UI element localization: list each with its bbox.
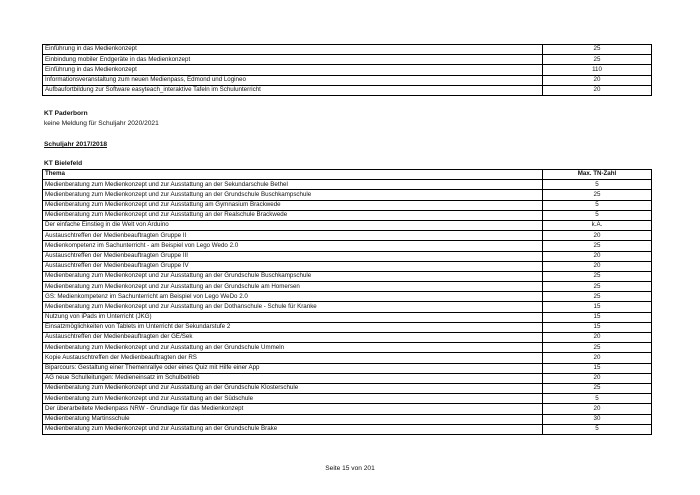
cell-max-tn: 20 <box>543 231 652 241</box>
cell-max-tn: 20 <box>543 333 652 343</box>
table-row <box>43 45 652 55</box>
table-row <box>43 241 652 251</box>
table-row <box>43 180 652 190</box>
cell-thema: Medienberatung zum Medienkonzept und zur Ausstattung an der Grundschule am Homersen <box>43 282 543 292</box>
table-row <box>43 394 652 404</box>
cell-thema: Einführung in das Medienkonzept <box>43 45 543 55</box>
cell-thema: Aufbaufortbildung zur Software easyteach_interaktive Tafeln im Schulunterricht <box>43 85 543 95</box>
header-max-tn: Max. TN-Zahl <box>543 170 652 180</box>
cell-max-tn: 20 <box>543 373 652 383</box>
cell-thema: Medienberatung zum Medienkonzept und zur Ausstattung an der Sekundarschule Bethel <box>43 180 543 190</box>
table-row <box>43 65 652 75</box>
cell-max-tn: k.A. <box>543 220 652 230</box>
table-row <box>43 322 652 332</box>
cell-max-tn: 20 <box>543 85 652 95</box>
cell-thema: GS: Medienkompetenz im Sachunterricht am Beispiel von Lego WeDo 2.0 <box>43 292 543 302</box>
cell-max-tn: 15 <box>543 302 652 312</box>
cell-thema: Biparcours: Gestaltung einer Themenrallye oder eines Quiz mit Hilfe einer App <box>43 363 543 373</box>
table-row <box>43 190 652 200</box>
heading-kt-paderborn: KT Paderborn <box>44 110 88 117</box>
cell-max-tn: 25 <box>543 190 652 200</box>
cell-thema: Medienberatung zum Medienkonzept und zur Ausstattung an der Dothanschule - Schule für Kranke <box>43 302 543 312</box>
table-row <box>43 302 652 312</box>
page-footer: Seite 15 von 201 <box>325 465 375 472</box>
cell-max-tn: 25 <box>543 271 652 281</box>
cell-thema: Medienberatung Martinsschule <box>43 414 543 424</box>
cell-max-tn: 20 <box>543 75 652 85</box>
table-row <box>43 353 652 363</box>
cell-max-tn: 5 <box>543 210 652 220</box>
cell-thema: Einbindung mobiler Endgeräte in das Medienkonzept <box>43 55 543 65</box>
cell-max-tn: 110 <box>543 65 652 75</box>
cell-max-tn: 5 <box>543 200 652 210</box>
table-row <box>43 292 652 302</box>
table-row <box>43 404 652 414</box>
cell-max-tn: 25 <box>543 292 652 302</box>
cell-thema: Kopie Austauschtreffen der Medienbeauftragten der RS <box>43 353 543 363</box>
table-header-row <box>43 170 652 180</box>
table-row <box>43 414 652 424</box>
cell-thema: Austauschtreffen der Medienbeauftragten Gruppe IV <box>43 261 543 271</box>
table-row <box>43 333 652 343</box>
cell-max-tn: 5 <box>543 424 652 434</box>
table-row <box>43 271 652 281</box>
cell-max-tn: 25 <box>543 282 652 292</box>
table-row <box>43 231 652 241</box>
table-row <box>43 363 652 373</box>
table-row <box>43 85 652 95</box>
cell-max-tn: 20 <box>543 404 652 414</box>
cell-thema: Medienberatung zum Medienkonzept und zur Ausstattung an der Realschule Brackwede <box>43 210 543 220</box>
cell-thema: Der einfache Einstieg in die Welt von Arduino <box>43 220 543 230</box>
table-row <box>43 220 652 230</box>
paderborn-note: keine Meldung für Schuljahr 2020/2021 <box>44 120 159 127</box>
table-row <box>43 282 652 292</box>
cell-thema: Einführung in das Medienkonzept <box>43 65 543 75</box>
cell-max-tn: 25 <box>543 241 652 251</box>
table-row <box>43 383 652 393</box>
cell-max-tn: 20 <box>543 251 652 261</box>
cell-thema: Einsatzmöglichkeiten von Tablets im Unterricht der Sekundarstufe 2 <box>43 322 543 332</box>
cell-max-tn: 20 <box>543 353 652 363</box>
table-row <box>43 55 652 65</box>
cell-thema: Medienberatung zum Medienkonzept und zur Ausstattung an der Grundschule Brake <box>43 424 543 434</box>
cell-max-tn: 20 <box>543 261 652 271</box>
cell-thema: Nutzung von iPads im Unterricht (JKG) <box>43 312 543 322</box>
table-row <box>43 373 652 383</box>
cell-thema: Medienberatung zum Medienkonzept und zur Ausstattung an der Grundschule Ummeln <box>43 343 543 353</box>
cell-max-tn: 25 <box>543 343 652 353</box>
cell-thema: Austauschtreffen der Medienbeauftragten Gruppe II <box>43 231 543 241</box>
cell-thema: Medienberatung zum Medienkonzept und zur Ausstattung an der Grundschule Buschkampschule <box>43 271 543 281</box>
cell-max-tn: 5 <box>543 394 652 404</box>
table-row <box>43 251 652 261</box>
cell-thema: Medienberatung zum Medienkonzept und zur Ausstattung an der Südschule <box>43 394 543 404</box>
cell-thema: Austauschtreffen der Medienbeauftragten Gruppe III <box>43 251 543 261</box>
cell-max-tn: 30 <box>543 414 652 424</box>
main-table <box>42 169 652 435</box>
top-table <box>42 44 652 96</box>
cell-thema: Medienberatung zum Medienkonzept und zur Ausstattung am Gymnasium Brackwede <box>43 200 543 210</box>
cell-max-tn: 5 <box>543 180 652 190</box>
table-row <box>43 312 652 322</box>
cell-thema: Informationsveranstaltung zum neuen Medienpass, Edmond und Logineo <box>43 75 543 85</box>
cell-max-tn: 25 <box>543 55 652 65</box>
cell-max-tn: 15 <box>543 363 652 373</box>
cell-thema: Der überarbeitete Medienpass NRW - Grundlage für das Medienkonzept <box>43 404 543 414</box>
top-table-body <box>43 45 652 96</box>
cell-thema: Medienberatung zum Medienkonzept und zur Ausstattung an der Grundschule Buschkampschule <box>43 190 543 200</box>
cell-thema: Medienberatung zum Medienkonzept und zur Ausstattung an der Grundschule Klosterschule <box>43 383 543 393</box>
table-row <box>43 343 652 353</box>
table-row <box>43 424 652 434</box>
table-row <box>43 75 652 85</box>
table-row <box>43 261 652 271</box>
main-table-body <box>43 170 652 435</box>
cell-thema: Austauschtreffen der Medienbeauftragten der GE/Sek <box>43 333 543 343</box>
cell-max-tn: 25 <box>543 45 652 55</box>
cell-max-tn: 15 <box>543 312 652 322</box>
table-row <box>43 200 652 210</box>
table-row <box>43 210 652 220</box>
heading-kt-bielefeld: KT Bielefeld <box>44 160 83 167</box>
cell-max-tn: 25 <box>543 383 652 393</box>
cell-thema: Medienkompetenz im Sachunterricht - am Beispiel von Lego Wedo 2.0 <box>43 241 543 251</box>
cell-thema: AG neue Schulleitungen: Medieneinsatz im Schulbetrieb <box>43 373 543 383</box>
cell-max-tn: 15 <box>543 322 652 332</box>
heading-schuljahr: Schuljahr 2017/2018 <box>44 141 108 148</box>
header-thema: Thema <box>43 170 543 180</box>
